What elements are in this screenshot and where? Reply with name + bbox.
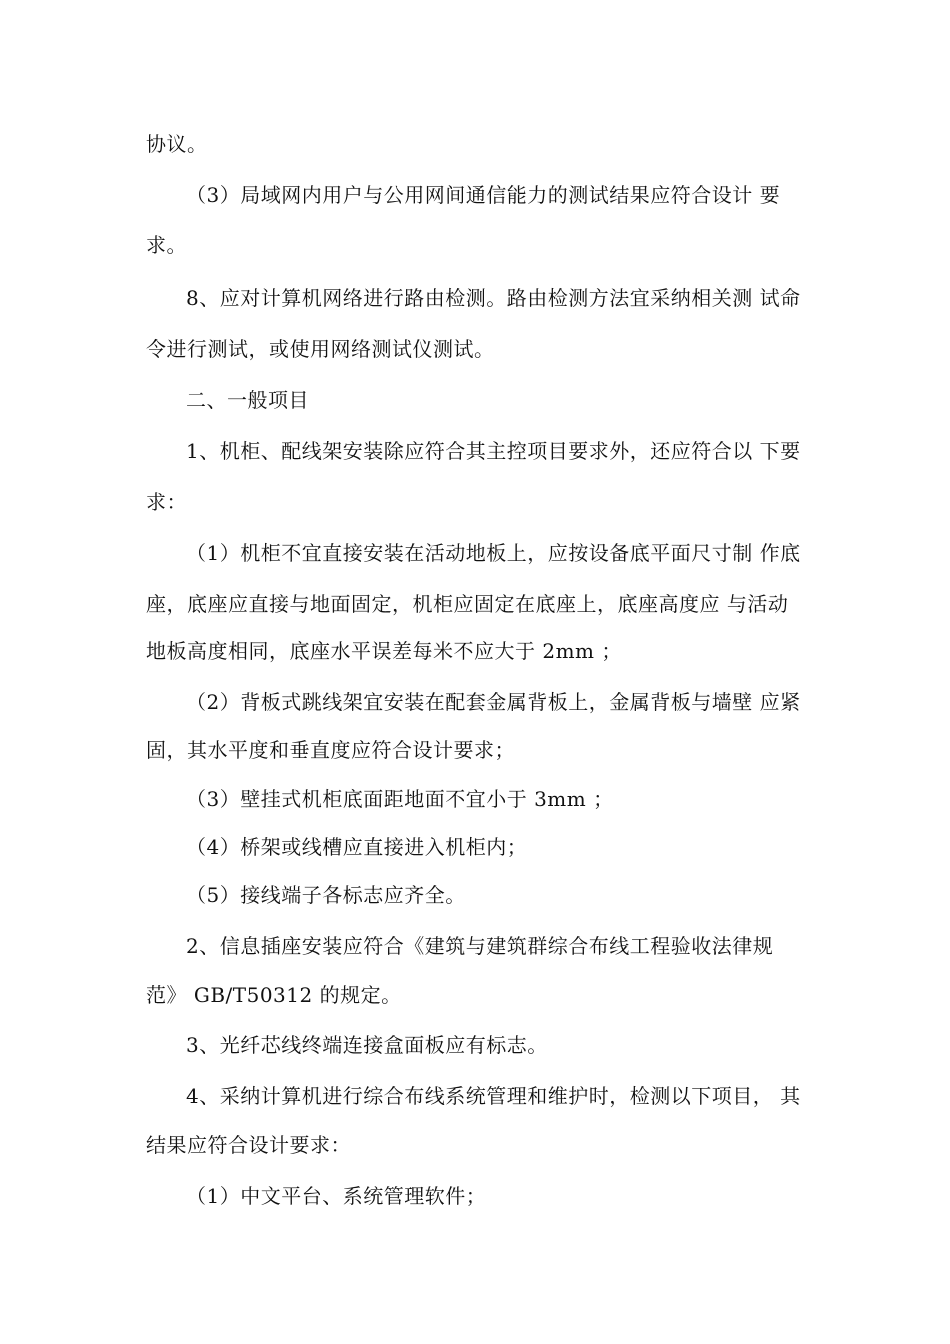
- text-line: （2）背板式跳线架宜安装在配套金属背板上，金属背板与墙壁 应紧: [186, 690, 801, 714]
- text-line: （5）接线端子各标志应齐全。: [186, 883, 466, 907]
- text-line: （1）中文平台、系统管理软件；: [186, 1184, 487, 1208]
- text-line: 结果应符合设计要求：: [146, 1133, 351, 1157]
- text-line: 固，其水平度和垂直度应符合设计要求；: [146, 738, 515, 762]
- text-line: 座，底座应直接与地面固定，机柜应固定在底座上，底座高度应 与活动: [146, 592, 789, 616]
- text-line: 8、应对计算机网络进行路由检测。路由检测方法宜采纳相关测 试命: [186, 286, 801, 310]
- text-line: 协议。: [146, 132, 208, 156]
- text-line: （3）局域网内用户与公用网间通信能力的测试结果应符合设计 要: [186, 183, 781, 207]
- text-line: 2、信息插座安装应符合《建筑与建筑群综合布线工程验收法律规: [186, 934, 774, 958]
- text-line: （4）桥架或线槽应直接进入机柜内；: [186, 835, 528, 859]
- text-line: 范》 GB/T50312 的规定。: [146, 983, 402, 1007]
- text-line: 令进行测试，或使用网络测试仪测试。: [146, 337, 495, 361]
- text-line: 1、机柜、配线架安装除应符合其主控项目要求外，还应符合以 下要: [186, 439, 801, 463]
- text-line: （3）壁挂式机柜底面距地面不宜小于 3mm ；: [186, 787, 614, 811]
- text-line: 地板高度相同，底座水平误差每米不应大于 2mm ；: [146, 639, 622, 663]
- text-line: 求。: [146, 233, 187, 257]
- section-heading: 二、一般项目: [186, 388, 309, 412]
- text-line: 3、光纤芯线终端连接盒面板应有标志。: [186, 1033, 548, 1057]
- text-line: （1）机柜不宜直接安装在活动地板上，应按设备底平面尺寸制 作底: [186, 541, 801, 565]
- text-line: 4、采纳计算机进行综合布线系统管理和维护时，检测以下项目， 其: [186, 1084, 801, 1108]
- text-line: 求：: [146, 490, 187, 514]
